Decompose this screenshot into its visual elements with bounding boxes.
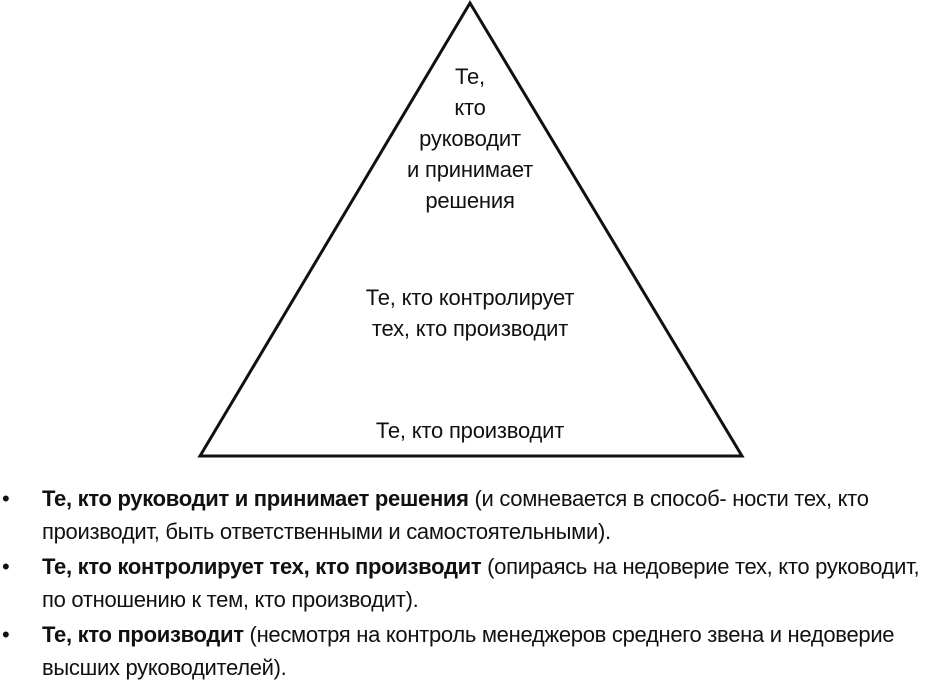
tier-top-line: и принимает: [406, 157, 534, 182]
legend-item-title: Те, кто производит: [42, 622, 244, 647]
tier-bottom-line: Те, кто производит: [375, 418, 565, 443]
tier-top-line: кто: [454, 95, 486, 120]
bullet-icon: •: [2, 486, 10, 511]
legend-item-title: Те, кто контролирует тех, кто производит: [42, 554, 482, 579]
bullet-icon: •: [2, 554, 10, 579]
legend-item-producers: [0, 618, 937, 684]
legend-item-description: (и сомневается в способ- ности тех, кто производит, быть ответственными и самостоятельными).: [42, 486, 869, 544]
legend-item-description: (несмотря на контроль менеджеров среднего звена и недоверие высших руководителей).: [42, 622, 895, 680]
tier-top-line: решения: [425, 188, 515, 213]
pyramid-tier-bottom-label: [320, 415, 620, 446]
pyramid-tier-middle-label: [300, 282, 640, 344]
bullet-icon: •: [2, 622, 10, 647]
tier-middle-line: тех, кто производит: [371, 316, 569, 341]
legend-list: [0, 482, 937, 686]
legend-item-controllers: [0, 550, 937, 616]
tier-top-line: руководит: [419, 126, 521, 151]
pyramid-tier-top-label: [370, 61, 570, 216]
legend-item-description: (опираясь на недоверие тех, кто руководит, по отношению к тем, кто производит).: [42, 554, 920, 612]
tier-middle-line: Те, кто контролирует: [365, 285, 575, 310]
legend-item-leaders: [0, 482, 937, 548]
tier-top-line: Те,: [455, 64, 485, 89]
legend-item-title: Те, кто руководит и принимает решения: [42, 486, 469, 511]
